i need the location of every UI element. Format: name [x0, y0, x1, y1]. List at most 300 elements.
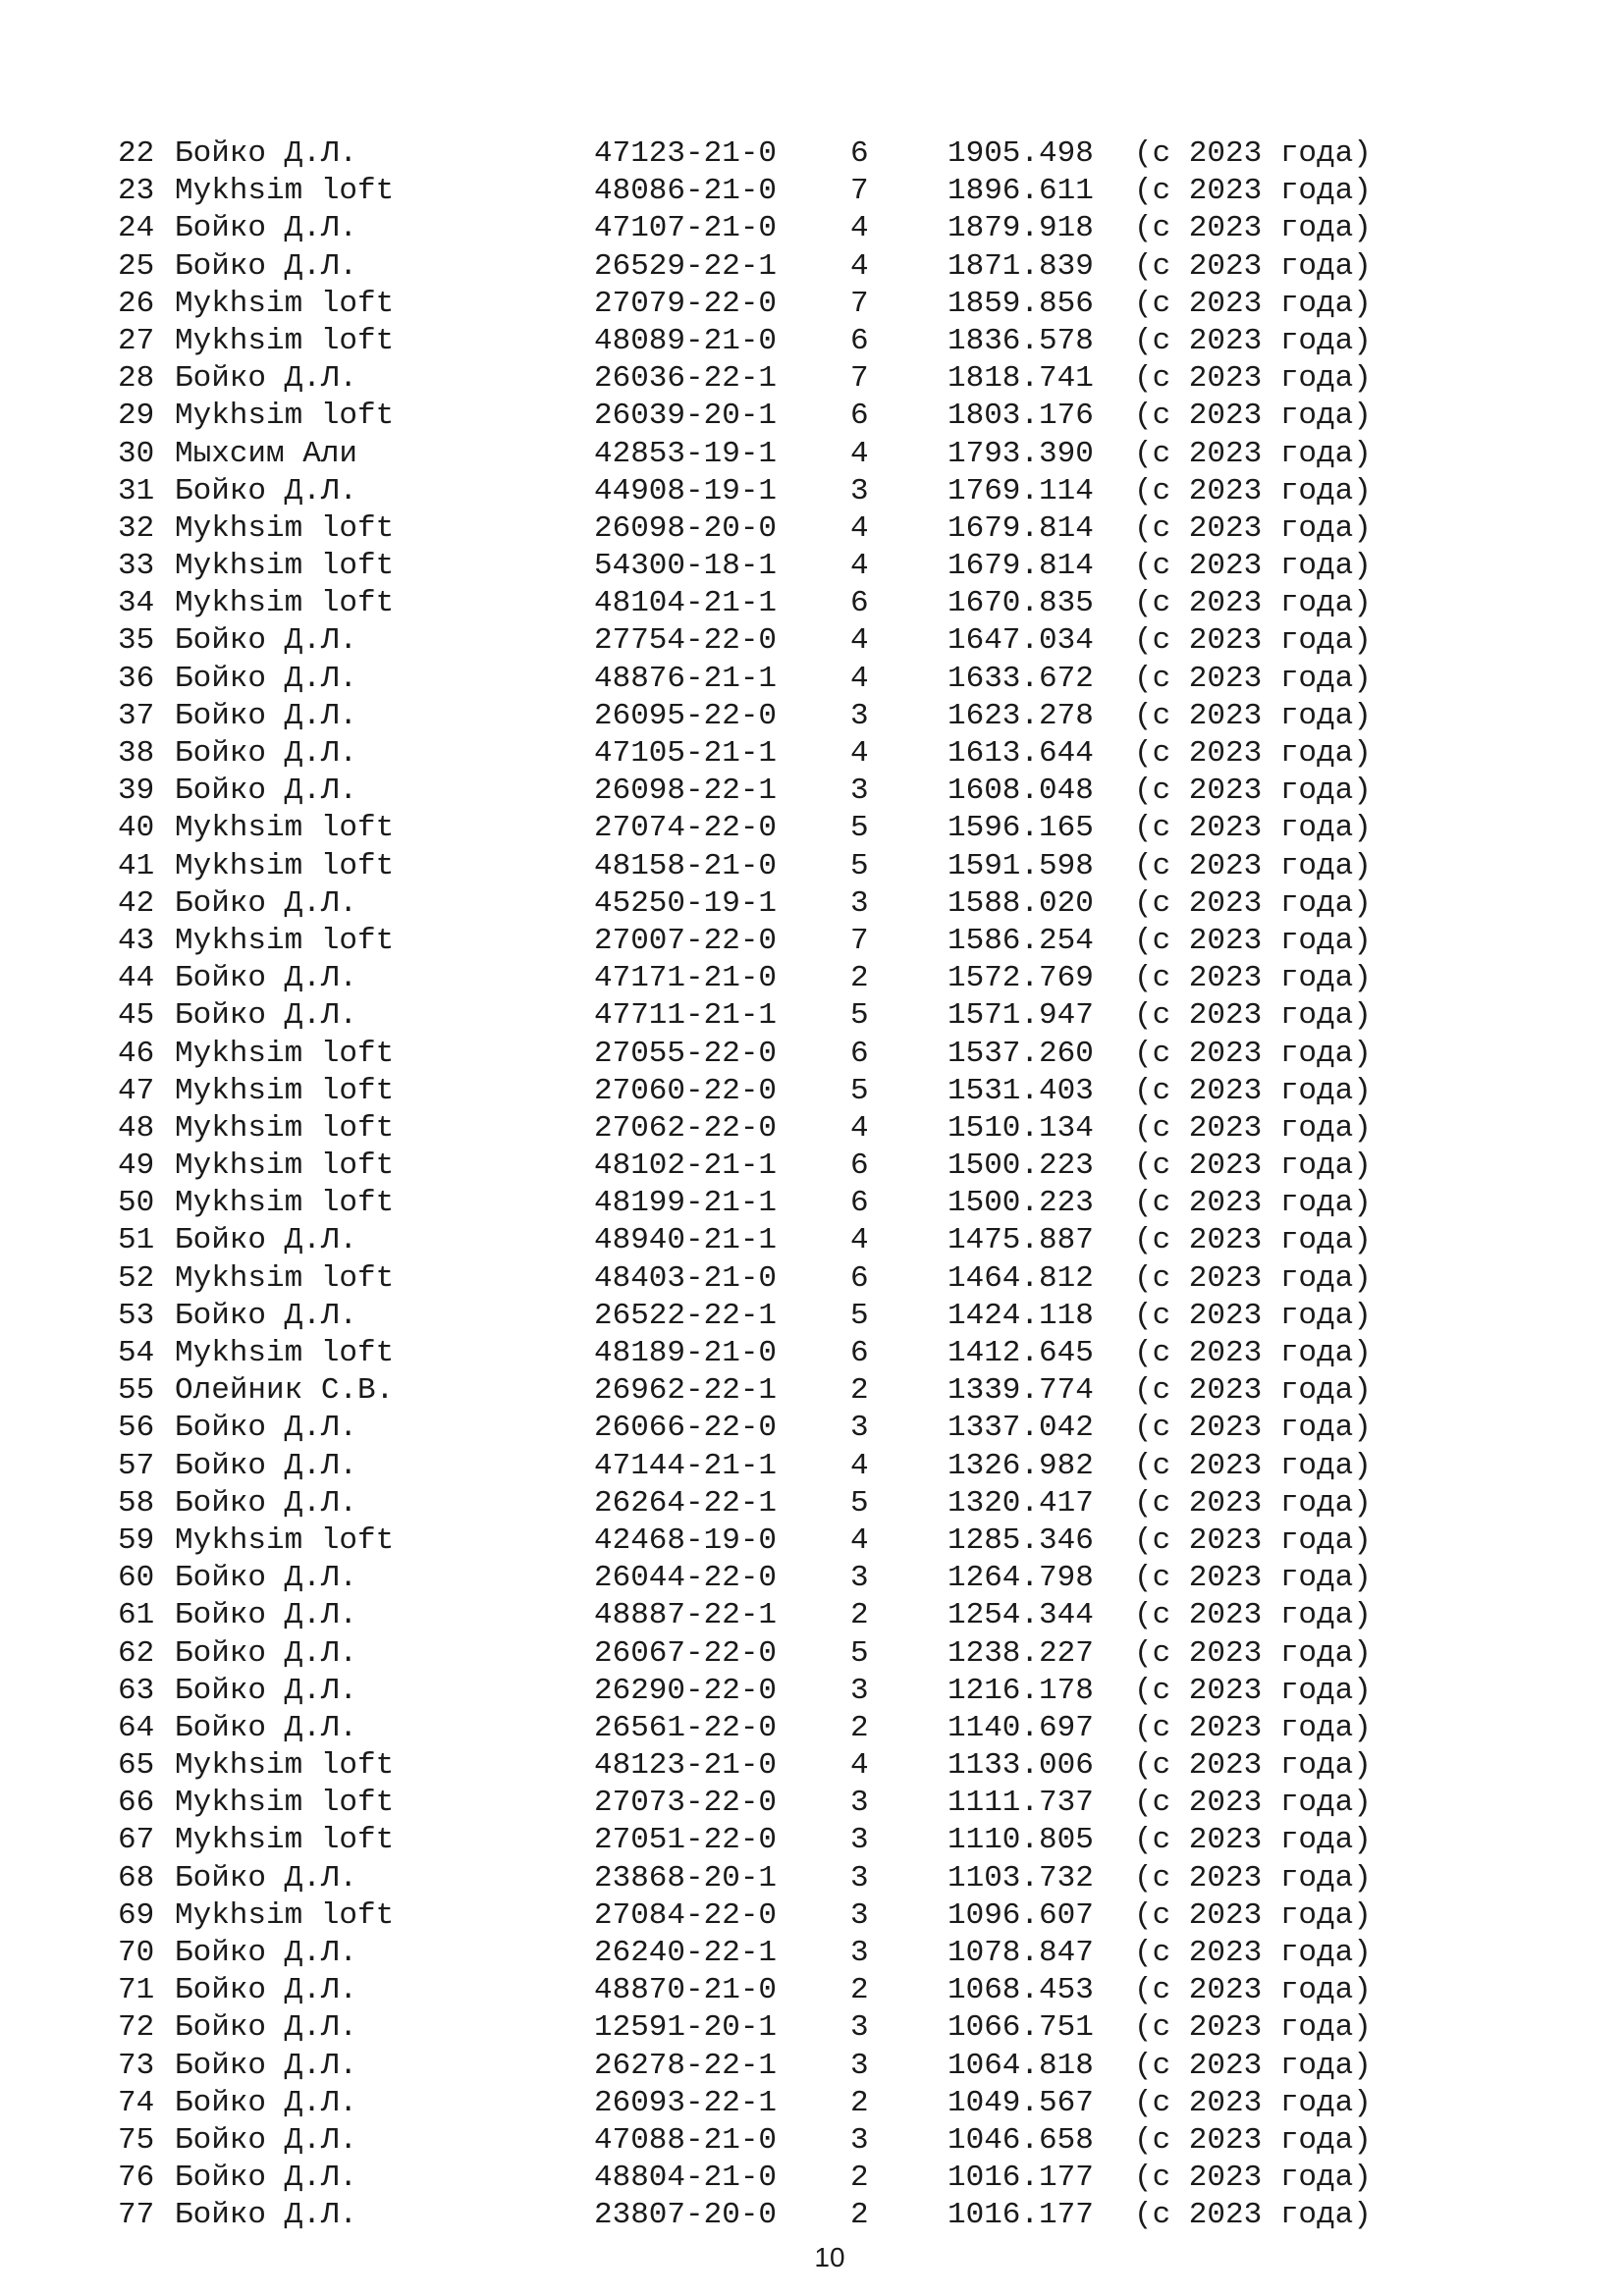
row-count: 4	[850, 1748, 869, 1784]
row-owner-name: Бойко Д.Л.	[175, 698, 358, 733]
row-owner-name: Mykhsim loft	[175, 323, 395, 358]
row-score: 1679.814	[947, 510, 1094, 546]
row-ring-number: 26522-22-1	[594, 1298, 778, 1333]
row-note: (с 2023 года)	[1134, 885, 1372, 921]
row-score: 1320.417	[947, 1485, 1094, 1521]
row-note: (с 2023 года)	[1134, 1786, 1372, 1821]
row-count: 6	[850, 1036, 869, 1071]
row-owner-name: Бойко Д.Л.	[175, 1635, 358, 1671]
row-note: (с 2023 года)	[1134, 1336, 1372, 1370]
row-note: (с 2023 года)	[1134, 774, 1372, 809]
row-count: 7	[850, 286, 869, 321]
list-item	[118, 173, 1394, 210]
row-score: 1591.598	[947, 848, 1094, 883]
row-rank: 40	[118, 811, 155, 846]
row-note: (с 2023 года)	[1134, 1561, 1372, 1596]
row-note: (с 2023 года)	[1134, 1485, 1372, 1521]
row-owner-name: Mykhsim loft	[175, 586, 395, 621]
row-owner-name: Mykhsim loft	[175, 848, 395, 883]
row-count: 3	[850, 1561, 869, 1596]
row-rank: 55	[118, 1373, 155, 1409]
row-rank: 75	[118, 2122, 155, 2158]
row-count: 3	[850, 473, 869, 508]
row-rank: 49	[118, 1148, 155, 1184]
list-item	[118, 1897, 1394, 1935]
list-item	[118, 1185, 1394, 1222]
row-count: 2	[850, 961, 869, 996]
row-count: 2	[850, 2161, 869, 2196]
row-note: (с 2023 года)	[1134, 1823, 1372, 1858]
row-count: 5	[850, 848, 869, 883]
row-owner-name: Бойко Д.Л.	[175, 473, 358, 508]
row-owner-name: Бойко Д.Л.	[175, 1598, 358, 1633]
row-owner-name: Mykhsim loft	[175, 923, 395, 958]
row-rank: 44	[118, 961, 155, 996]
list-item	[118, 2009, 1394, 2047]
row-score: 1049.567	[947, 2085, 1094, 2120]
row-score: 1064.818	[947, 2048, 1094, 2083]
row-count: 6	[850, 1186, 869, 1221]
row-note: (с 2023 года)	[1134, 1298, 1372, 1333]
row-owner-name: Бойко Д.Л.	[175, 1710, 358, 1745]
row-rank: 66	[118, 1786, 155, 1821]
list-item	[118, 548, 1394, 585]
row-note: (с 2023 года)	[1134, 998, 1372, 1034]
row-score: 1571.947	[947, 998, 1094, 1034]
row-rank: 61	[118, 1598, 155, 1633]
row-count: 4	[850, 661, 869, 696]
row-rank: 43	[118, 923, 155, 958]
row-rank: 67	[118, 1823, 155, 1858]
row-owner-name: Бойко Д.Л.	[175, 1448, 358, 1483]
list-item	[118, 1710, 1394, 1747]
row-owner-name: Бойко Д.Л.	[175, 1973, 358, 2008]
list-item	[118, 997, 1394, 1035]
row-owner-name: Бойко Д.Л.	[175, 2085, 358, 2120]
row-ring-number: 23807-20-0	[594, 2198, 778, 2233]
row-count: 3	[850, 698, 869, 733]
row-ring-number: 48940-21-1	[594, 1223, 778, 1258]
row-rank: 30	[118, 436, 155, 471]
row-count: 2	[850, 2085, 869, 2120]
row-owner-name: Бойко Д.Л.	[175, 248, 358, 284]
row-owner-name: Бойко Д.Л.	[175, 1485, 358, 1521]
row-ring-number: 27074-22-0	[594, 811, 778, 846]
row-owner-name: Олейник С.В.	[175, 1373, 395, 1409]
list-item	[118, 1036, 1394, 1073]
row-count: 3	[850, 1897, 869, 1933]
row-ring-number: 47105-21-1	[594, 736, 778, 771]
row-score: 1066.751	[947, 2010, 1094, 2046]
row-note: (с 2023 года)	[1134, 848, 1372, 883]
row-count: 2	[850, 1710, 869, 1745]
row-ring-number: 26290-22-0	[594, 1673, 778, 1708]
list-item	[118, 1560, 1394, 1597]
list-item	[118, 510, 1394, 548]
row-rank: 50	[118, 1186, 155, 1221]
row-owner-name: Бойко Д.Л.	[175, 136, 358, 171]
row-ring-number: 48403-21-0	[594, 1260, 778, 1296]
row-rank: 64	[118, 1710, 155, 1745]
list-item	[118, 2048, 1394, 2085]
row-note: (с 2023 года)	[1134, 361, 1372, 397]
row-note: (с 2023 года)	[1134, 586, 1372, 621]
row-rank: 52	[118, 1260, 155, 1296]
row-rank: 32	[118, 510, 155, 546]
row-rank: 33	[118, 549, 155, 584]
row-ring-number: 48887-22-1	[594, 1598, 778, 1633]
row-owner-name: Бойко Д.Л.	[175, 961, 358, 996]
row-ring-number: 27051-22-0	[594, 1823, 778, 1858]
row-score: 1613.644	[947, 736, 1094, 771]
row-rank: 77	[118, 2198, 155, 2233]
list-item	[118, 1673, 1394, 1710]
row-ring-number: 27754-22-0	[594, 623, 778, 659]
row-rank: 72	[118, 2010, 155, 2046]
row-ring-number: 27060-22-0	[594, 1073, 778, 1108]
row-count: 4	[850, 436, 869, 471]
row-ring-number: 27055-22-0	[594, 1036, 778, 1071]
row-rank: 23	[118, 174, 155, 209]
row-owner-name: Mykhsim loft	[175, 286, 395, 321]
page-number: 10	[814, 2242, 845, 2272]
row-ring-number: 48804-21-0	[594, 2161, 778, 2196]
row-note: (с 2023 года)	[1134, 1260, 1372, 1296]
row-ring-number: 48086-21-0	[594, 174, 778, 209]
list-item	[118, 2197, 1394, 2234]
row-owner-name: Mykhsim loft	[175, 1748, 395, 1784]
row-score: 1326.982	[947, 1448, 1094, 1483]
row-score: 1110.805	[947, 1823, 1094, 1858]
row-owner-name: Mykhsim loft	[175, 1786, 395, 1821]
row-owner-name: Mykhsim loft	[175, 1186, 395, 1221]
row-score: 1623.278	[947, 698, 1094, 733]
row-note: (с 2023 года)	[1134, 136, 1372, 171]
row-note: (с 2023 года)	[1134, 2198, 1372, 2233]
row-ring-number: 45250-19-1	[594, 885, 778, 921]
list-item	[118, 960, 1394, 997]
row-ring-number: 48199-21-1	[594, 1186, 778, 1221]
row-rank: 68	[118, 1860, 155, 1896]
row-note: (с 2023 года)	[1134, 2122, 1372, 2158]
row-rank: 56	[118, 1411, 155, 1446]
list-item	[118, 1148, 1394, 1185]
row-score: 1103.732	[947, 1860, 1094, 1896]
row-note: (с 2023 года)	[1134, 1373, 1372, 1409]
row-ring-number: 48123-21-0	[594, 1748, 778, 1784]
row-note: (с 2023 года)	[1134, 436, 1372, 471]
row-owner-name: Мыхсим Али	[175, 436, 358, 471]
row-owner-name: Mykhsim loft	[175, 1823, 395, 1858]
row-rank: 60	[118, 1561, 155, 1596]
list-item	[118, 810, 1394, 847]
row-ring-number: 26240-22-1	[594, 1936, 778, 1970]
row-count: 7	[850, 174, 869, 209]
list-item	[118, 1485, 1394, 1522]
row-rank: 42	[118, 885, 155, 921]
row-ring-number: 26067-22-0	[594, 1635, 778, 1671]
row-score: 1046.658	[947, 2122, 1094, 2158]
row-rank: 63	[118, 1673, 155, 1708]
row-owner-name: Mykhsim loft	[175, 1148, 395, 1184]
row-rank: 54	[118, 1336, 155, 1370]
row-count: 6	[850, 1148, 869, 1184]
row-rank: 74	[118, 2085, 155, 2120]
row-count: 5	[850, 811, 869, 846]
list-item	[118, 848, 1394, 885]
row-count: 4	[850, 1522, 869, 1558]
row-rank: 45	[118, 998, 155, 1034]
row-score: 1586.254	[947, 923, 1094, 958]
row-owner-name: Бойко Д.Л.	[175, 1223, 358, 1258]
row-score: 1238.227	[947, 1635, 1094, 1671]
row-note: (с 2023 года)	[1134, 549, 1372, 584]
row-note: (с 2023 года)	[1134, 1223, 1372, 1258]
row-ring-number: 47107-21-0	[594, 211, 778, 246]
row-owner-name: Mykhsim loft	[175, 399, 395, 434]
row-score: 1078.847	[947, 1936, 1094, 1970]
row-score: 1254.344	[947, 1598, 1094, 1633]
row-owner-name: Mykhsim loft	[175, 1073, 395, 1108]
row-note: (с 2023 года)	[1134, 661, 1372, 696]
list-item	[118, 622, 1394, 660]
row-owner-name: Бойко Д.Л.	[175, 623, 358, 659]
row-count: 3	[850, 2048, 869, 2083]
row-score: 1285.346	[947, 1522, 1094, 1558]
row-score: 1647.034	[947, 623, 1094, 659]
row-note: (с 2023 года)	[1134, 510, 1372, 546]
row-note: (с 2023 года)	[1134, 1073, 1372, 1108]
row-count: 4	[850, 623, 869, 659]
row-ring-number: 44908-19-1	[594, 473, 778, 508]
row-ring-number: 26561-22-0	[594, 1710, 778, 1745]
list-item	[118, 1448, 1394, 1485]
row-ring-number: 26044-22-0	[594, 1561, 778, 1596]
row-ring-number: 26095-22-0	[594, 698, 778, 733]
row-count: 7	[850, 923, 869, 958]
row-count: 4	[850, 510, 869, 546]
row-note: (с 2023 года)	[1134, 248, 1372, 284]
row-count: 2	[850, 2198, 869, 2233]
list-item	[118, 2085, 1394, 2122]
row-note: (с 2023 года)	[1134, 1110, 1372, 1146]
row-count: 7	[850, 361, 869, 397]
list-item	[118, 661, 1394, 698]
row-count: 3	[850, 1823, 869, 1858]
row-note: (с 2023 года)	[1134, 811, 1372, 846]
row-score: 1633.672	[947, 661, 1094, 696]
row-score: 1068.453	[947, 1973, 1094, 2008]
row-count: 3	[850, 885, 869, 921]
row-score: 1337.042	[947, 1411, 1094, 1446]
row-count: 6	[850, 586, 869, 621]
list-item	[118, 1785, 1394, 1822]
row-rank: 39	[118, 774, 155, 809]
row-score: 1769.114	[947, 473, 1094, 508]
row-score: 1879.918	[947, 211, 1094, 246]
row-count: 4	[850, 1448, 869, 1483]
row-ring-number: 27007-22-0	[594, 923, 778, 958]
list-item	[118, 1260, 1394, 1298]
row-owner-name: Mykhsim loft	[175, 1110, 395, 1146]
row-note: (с 2023 года)	[1134, 1860, 1372, 1896]
row-rank: 70	[118, 1936, 155, 1970]
row-rank: 29	[118, 399, 155, 434]
row-note: (с 2023 года)	[1134, 211, 1372, 246]
row-count: 5	[850, 1485, 869, 1521]
row-ring-number: 26098-20-0	[594, 510, 778, 546]
row-owner-name: Mykhsim loft	[175, 1336, 395, 1370]
list-item	[118, 1747, 1394, 1785]
row-note: (с 2023 года)	[1134, 1936, 1372, 1970]
row-count: 6	[850, 136, 869, 171]
row-rank: 51	[118, 1223, 155, 1258]
row-owner-name: Бойко Д.Л.	[175, 2198, 358, 2233]
list-item	[118, 1222, 1394, 1259]
row-score: 1016.177	[947, 2198, 1094, 2233]
row-note: (с 2023 года)	[1134, 286, 1372, 321]
row-ring-number: 27079-22-0	[594, 286, 778, 321]
row-rank: 31	[118, 473, 155, 508]
row-note: (с 2023 года)	[1134, 2048, 1372, 2083]
list-item	[118, 1972, 1394, 2009]
row-count: 3	[850, 1860, 869, 1896]
row-score: 1264.798	[947, 1561, 1094, 1596]
row-owner-name: Mykhsim loft	[175, 1260, 395, 1296]
row-count: 5	[850, 1298, 869, 1333]
row-owner-name: Бойко Д.Л.	[175, 2048, 358, 2083]
row-count: 6	[850, 1260, 869, 1296]
row-score: 1905.498	[947, 136, 1094, 171]
row-owner-name: Mykhsim loft	[175, 811, 395, 846]
row-ring-number: 42853-19-1	[594, 436, 778, 471]
row-rank: 76	[118, 2161, 155, 2196]
row-rank: 26	[118, 286, 155, 321]
row-rank: 53	[118, 1298, 155, 1333]
row-count: 3	[850, 774, 869, 809]
row-rank: 73	[118, 2048, 155, 2083]
row-ring-number: 27084-22-0	[594, 1897, 778, 1933]
row-ring-number: 26098-22-1	[594, 774, 778, 809]
row-count: 2	[850, 1373, 869, 1409]
row-ring-number: 48104-21-1	[594, 586, 778, 621]
row-note: (с 2023 года)	[1134, 623, 1372, 659]
row-note: (с 2023 года)	[1134, 2010, 1372, 2046]
list-item	[118, 885, 1394, 923]
list-item	[118, 1635, 1394, 1673]
row-note: (с 2023 года)	[1134, 736, 1372, 771]
row-note: (с 2023 года)	[1134, 1748, 1372, 1784]
row-score: 1500.223	[947, 1186, 1094, 1221]
row-ring-number: 48158-21-0	[594, 848, 778, 883]
list-item	[118, 2122, 1394, 2160]
row-score: 1588.020	[947, 885, 1094, 921]
list-item	[118, 698, 1394, 735]
row-owner-name: Бойко Д.Л.	[175, 661, 358, 696]
row-note: (с 2023 года)	[1134, 1522, 1372, 1558]
row-count: 5	[850, 1635, 869, 1671]
row-score: 1670.835	[947, 586, 1094, 621]
list-item	[118, 585, 1394, 622]
row-ring-number: 12591-20-1	[594, 2010, 778, 2046]
row-owner-name: Бойко Д.Л.	[175, 1411, 358, 1446]
row-ring-number: 27073-22-0	[594, 1786, 778, 1821]
row-note: (с 2023 года)	[1134, 399, 1372, 434]
list-item	[118, 473, 1394, 510]
list-item	[118, 923, 1394, 960]
row-count: 5	[850, 998, 869, 1034]
row-owner-name: Бойко Д.Л.	[175, 1936, 358, 1970]
row-count: 6	[850, 399, 869, 434]
row-rank: 41	[118, 848, 155, 883]
list-item	[118, 1073, 1394, 1110]
row-ring-number: 26066-22-0	[594, 1411, 778, 1446]
row-rank: 71	[118, 1973, 155, 2008]
row-ring-number: 48189-21-0	[594, 1336, 778, 1370]
row-owner-name: Бойко Д.Л.	[175, 1673, 358, 1708]
row-note: (с 2023 года)	[1134, 1973, 1372, 2008]
row-note: (с 2023 года)	[1134, 1036, 1372, 1071]
list-item	[118, 1335, 1394, 1372]
row-score: 1836.578	[947, 323, 1094, 358]
row-count: 2	[850, 1598, 869, 1633]
row-rank: 38	[118, 736, 155, 771]
row-note: (с 2023 года)	[1134, 1673, 1372, 1708]
list-item	[118, 1935, 1394, 1972]
list-item	[118, 1597, 1394, 1634]
row-rank: 36	[118, 661, 155, 696]
row-rank: 59	[118, 1522, 155, 1558]
list-item	[118, 1372, 1394, 1410]
row-rank: 22	[118, 136, 155, 171]
list-item	[118, 398, 1394, 435]
row-score: 1793.390	[947, 436, 1094, 471]
row-owner-name: Бойко Д.Л.	[175, 1298, 358, 1333]
row-rank: 58	[118, 1485, 155, 1521]
row-note: (с 2023 года)	[1134, 174, 1372, 209]
list-item	[118, 248, 1394, 286]
row-count: 3	[850, 1411, 869, 1446]
row-ring-number: 23868-20-1	[594, 1860, 778, 1896]
row-note: (с 2023 года)	[1134, 961, 1372, 996]
row-score: 1216.178	[947, 1673, 1094, 1708]
row-note: (с 2023 года)	[1134, 1411, 1372, 1446]
row-ring-number: 42468-19-0	[594, 1522, 778, 1558]
row-count: 4	[850, 549, 869, 584]
row-owner-name: Mykhsim loft	[175, 174, 395, 209]
row-owner-name: Бойко Д.Л.	[175, 211, 358, 246]
row-score: 1608.048	[947, 774, 1094, 809]
row-ring-number: 26039-20-1	[594, 399, 778, 434]
list-item	[118, 1298, 1394, 1335]
row-rank: 24	[118, 211, 155, 246]
row-note: (с 2023 года)	[1134, 1598, 1372, 1633]
row-ring-number: 26093-22-1	[594, 2085, 778, 2120]
row-rank: 65	[118, 1748, 155, 1784]
list-item	[118, 735, 1394, 773]
list-item	[118, 1110, 1394, 1148]
row-score: 1859.856	[947, 286, 1094, 321]
row-owner-name: Бойко Д.Л.	[175, 998, 358, 1034]
list-item	[118, 210, 1394, 247]
row-note: (с 2023 года)	[1134, 1710, 1372, 1745]
row-rank: 46	[118, 1036, 155, 1071]
row-score: 1412.645	[947, 1336, 1094, 1370]
row-owner-name: Бойко Д.Л.	[175, 361, 358, 397]
row-owner-name: Mykhsim loft	[175, 1522, 395, 1558]
row-rank: 48	[118, 1110, 155, 1146]
row-owner-name: Mykhsim loft	[175, 1036, 395, 1071]
